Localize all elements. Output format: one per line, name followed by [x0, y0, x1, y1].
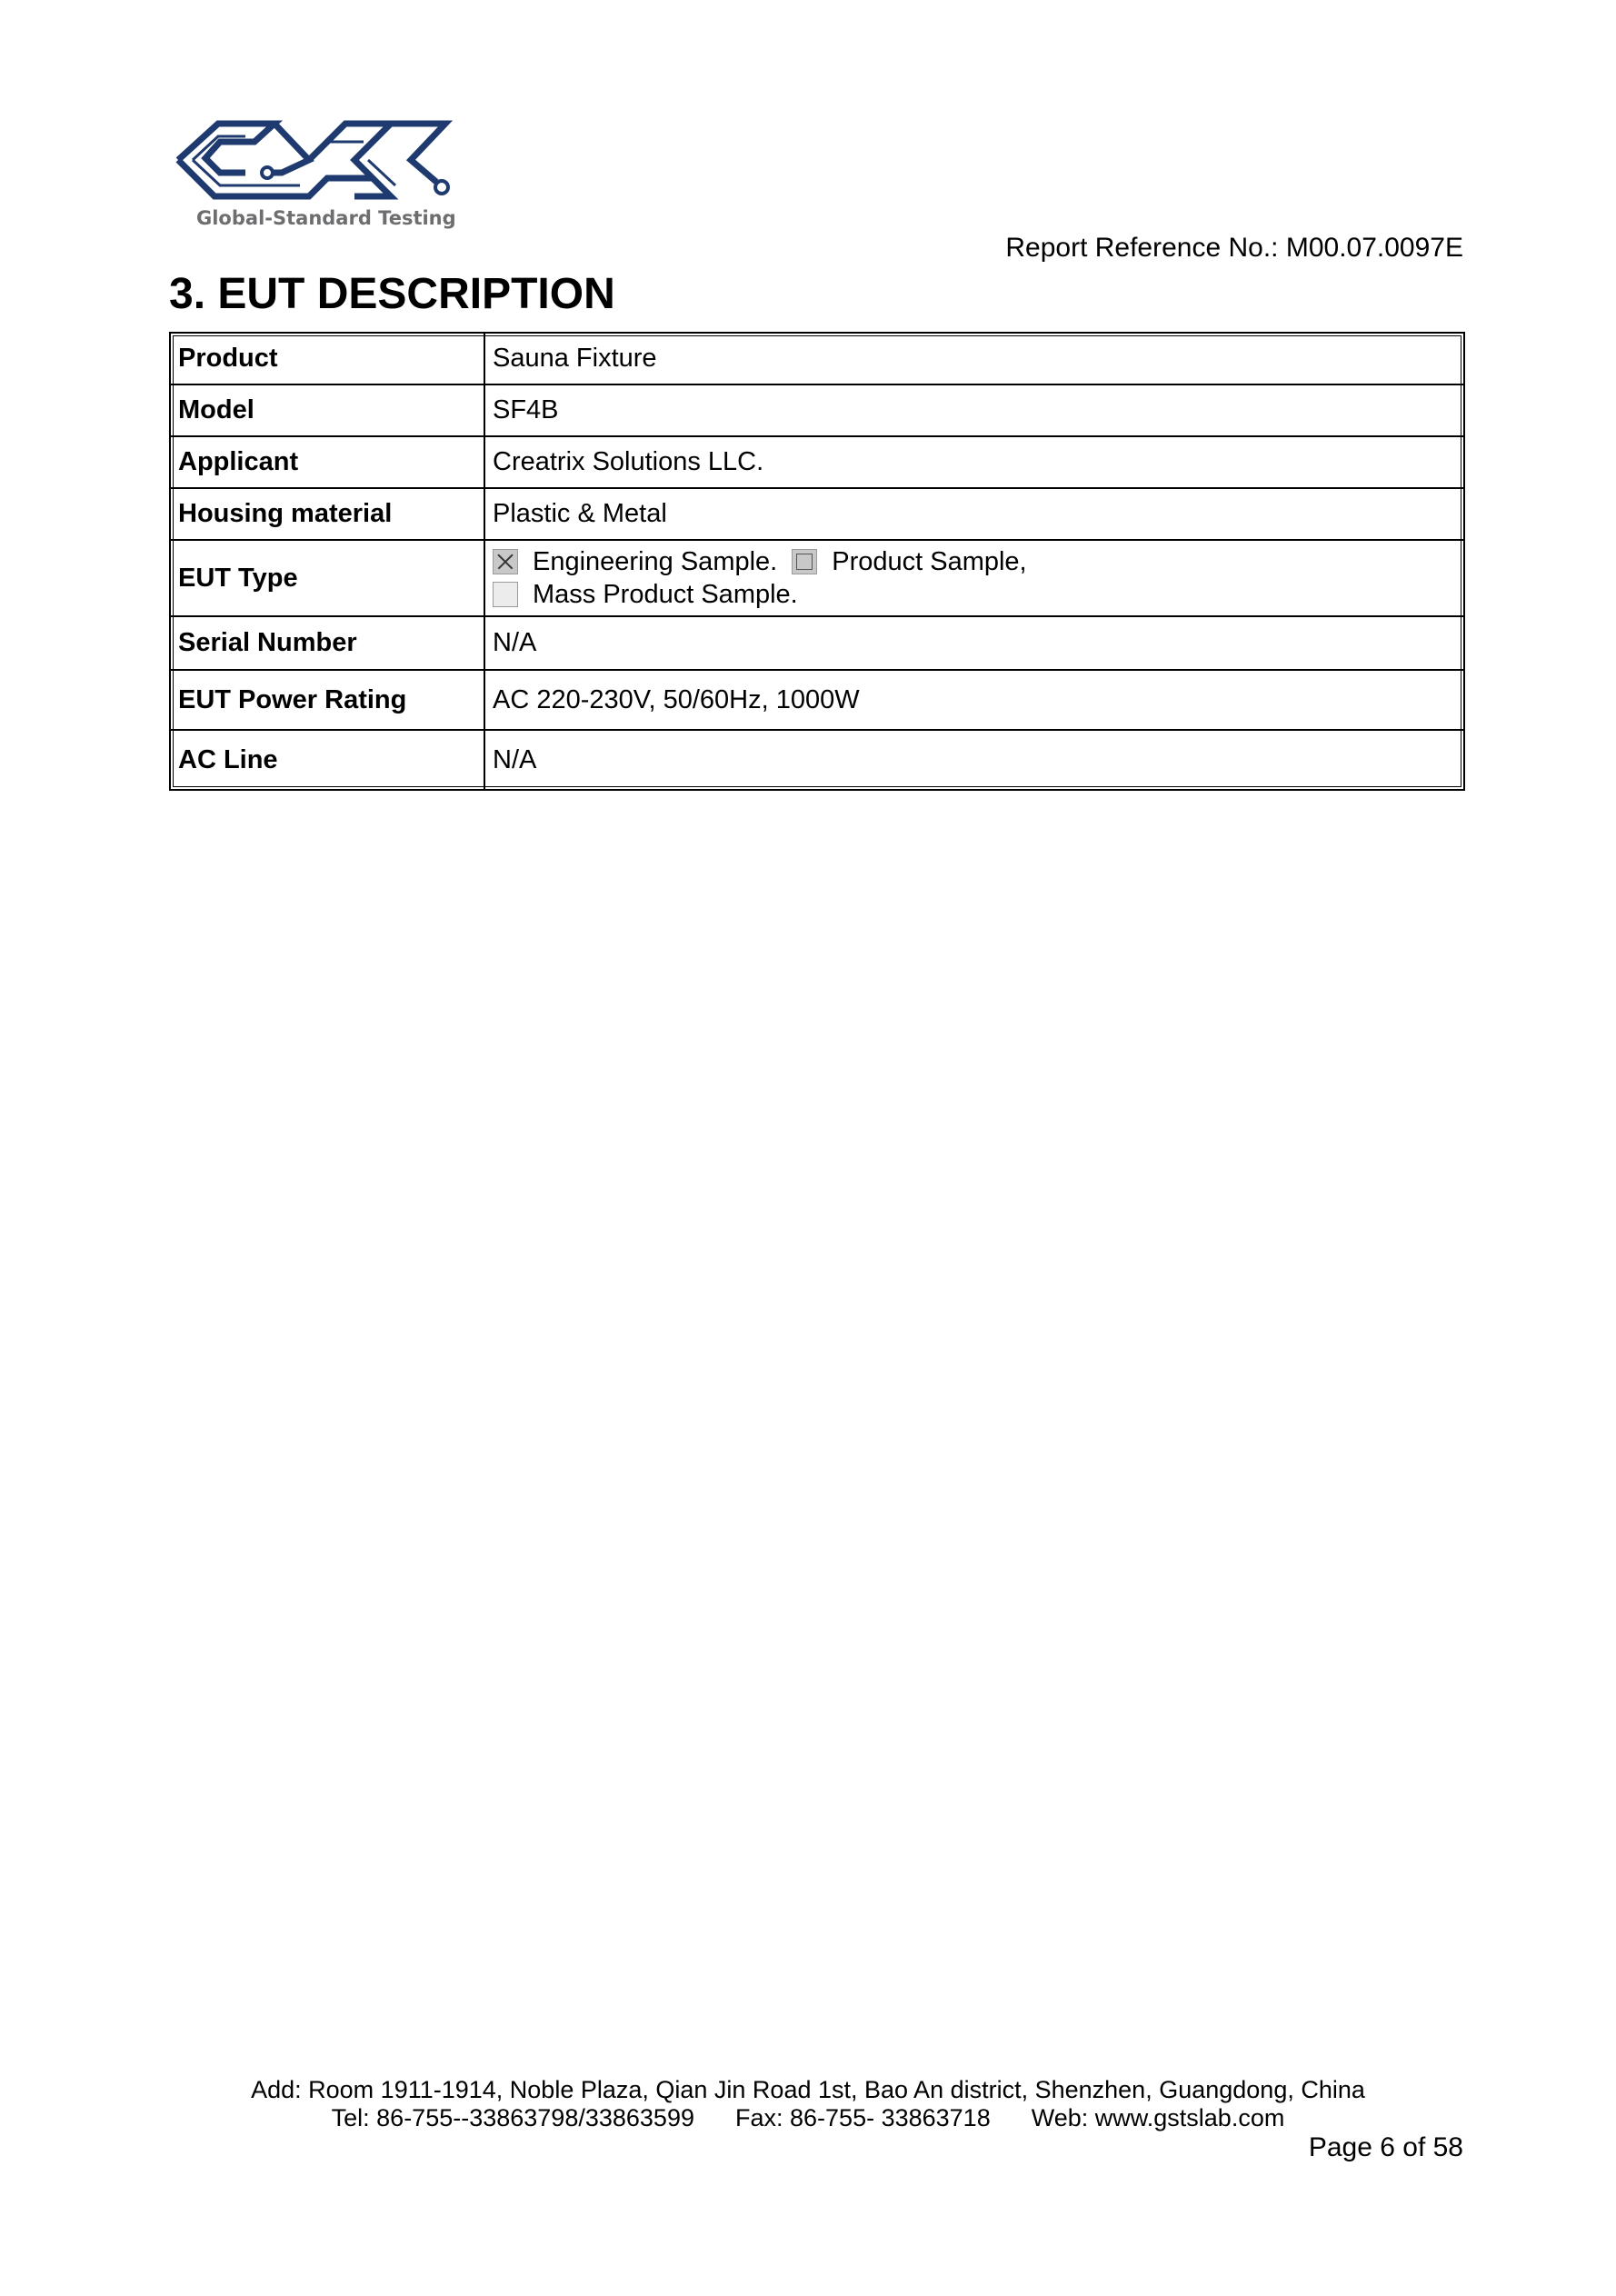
row-label-eut-type: EUT Type — [170, 540, 484, 616]
row-label-housing-material: Housing material — [170, 488, 484, 540]
table-row — [170, 730, 1464, 790]
mass-product-sample-checkbox[interactable] — [493, 582, 518, 607]
engineering-sample-checkbox[interactable] — [493, 549, 518, 574]
row-label-ac-line: AC Line — [170, 730, 484, 790]
page-number: Page 6 of 58 — [1308, 2132, 1463, 2162]
table-row — [170, 540, 1464, 616]
footer-address: Add: Room 1911-1914, Noble Plaza, Qian Jin Road 1st, Bao An district, Shenzhen, Guangdong, China — [251, 2076, 1365, 2103]
checkbox-line — [493, 578, 1456, 611]
row-value-eut-type — [484, 540, 1464, 616]
row-label-product: Product — [170, 333, 484, 384]
product-sample-label: Product Sample, — [832, 546, 1027, 576]
row-value-model: SF4B — [484, 384, 1464, 436]
table-row — [170, 333, 1464, 384]
table-row — [170, 436, 1464, 488]
footer-contact — [0, 2104, 1616, 2132]
section-title: 3. EUT DESCRIPTION — [169, 270, 615, 318]
gst-logo-mark-icon — [173, 116, 464, 207]
row-value-power-rating: AC 220-230V, 50/60Hz, 1000W — [484, 670, 1464, 730]
row-value-serial-number: N/A — [484, 616, 1464, 670]
table-row — [170, 488, 1464, 540]
checkbox-inner-icon — [796, 554, 813, 570]
company-logo — [173, 116, 464, 235]
footer-fax: Fax: 86-755- 33863718 — [735, 2104, 991, 2131]
engineering-sample-label: Engineering Sample. — [533, 546, 778, 576]
row-value-applicant: Creatrix Solutions LLC. — [484, 436, 1464, 488]
footer-web: Web: www.gstslab.com — [1031, 2104, 1285, 2131]
row-value-housing-material: Plastic & Metal — [484, 488, 1464, 540]
table-row — [170, 616, 1464, 670]
mass-product-sample-label: Mass Product Sample. — [533, 579, 798, 609]
table-row — [170, 384, 1464, 436]
report-reference: Report Reference No.: M00.07.0097E — [1005, 233, 1463, 263]
row-label-applicant: Applicant — [170, 436, 484, 488]
product-sample-checkbox[interactable] — [792, 549, 817, 574]
checkbox-line — [493, 545, 1456, 578]
row-label-model: Model — [170, 384, 484, 436]
table-row — [170, 670, 1464, 730]
row-label-serial-number: Serial Number — [170, 616, 484, 670]
row-label-power-rating: EUT Power Rating — [170, 670, 484, 730]
row-value-product: Sauna Fixture — [484, 333, 1464, 384]
eut-description-table — [169, 332, 1465, 791]
footer-tel: Tel: 86-755--33863798/33863599 — [331, 2104, 694, 2131]
logo-text: Global-Standard Testing — [196, 207, 456, 229]
row-value-ac-line: N/A — [484, 730, 1464, 790]
